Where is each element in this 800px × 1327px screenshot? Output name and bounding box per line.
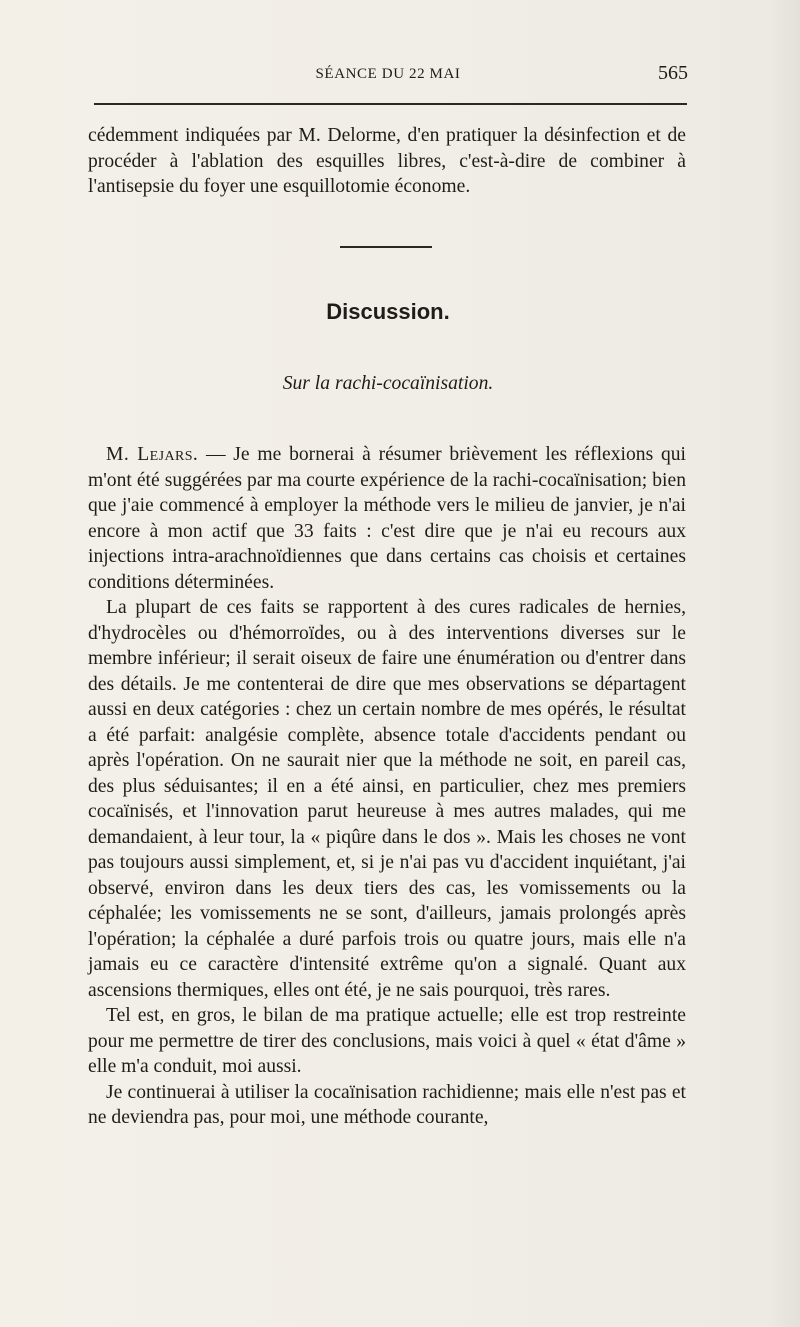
speaker-name: M. Lejars. bbox=[106, 444, 199, 465]
page-number: 565 bbox=[658, 62, 688, 84]
running-title: SÉANCE DU 22 MAI bbox=[315, 66, 461, 82]
paragraph-3: Tel est, en gros, le bilan de ma pratique actuelle; elle est trop restreinte pour me permettre de tirer des conclusions, mais voici à quel « état d'âme » elle m'a conduit, moi aussi. bbox=[88, 1005, 686, 1077]
header-rule bbox=[94, 103, 687, 105]
paragraph-4: Je continuerai à utiliser la cocaïnisation rachidienne; mais elle n'est pas et ne deviendra pas, pour moi, une méthode courante, bbox=[88, 1081, 686, 1128]
section-subheading: Sur la rachi-cocaïnisation. bbox=[282, 373, 494, 394]
intro-paragraph bbox=[88, 123, 686, 200]
section-heading: Discussion. bbox=[326, 299, 450, 324]
paragraph-1 bbox=[88, 442, 686, 595]
running-head bbox=[88, 62, 688, 88]
discussion-body bbox=[88, 442, 686, 1131]
section-divider bbox=[340, 246, 432, 248]
paragraph-2: La plupart de ces faits se rapportent à des cures radicales de hernies, d'hydrocèles ou d'hémorroïdes, ou à des interventions diverses sur le membre inférieur; il serait oiseux de faire une énumération ou d'entrer dans des détails. Je me contenterai de dire que mes observations se départagent aussi en deux catégories : chez un certain nombre de mes opérés, le résultat a été parfait: analgésie complète, absence totale d'accidents pendant ou après l'opération. On ne saurait nier que la méthode ne soit, en pareil cas, des plus séduisantes; il en a été ainsi, en particulier, chez mes premiers cocaïnisés, et l'innovation parut heureuse à mes autres malades, qui me demandaient, à leur tour, la « piqûre dans le dos ». Mais les choses ne vont pas toujours aussi simplement, et, si je n'ai pas vu d'accident inquiétant, j'ai observé, environ dans les deux tiers des cas, les vomissements ou la céphalée; les vomissements ne se sont, d'ailleurs, jamais prolongés après l'opération; la céphalée a duré parfois trois ou quatre jours, mais elle n'a jamais eu ce caractère d'intensité extrême qu'on a signalé. Quant aux ascensions thermiques, elles ont été, je ne sais pourquoi, très rares. bbox=[88, 597, 686, 1001]
paragraph-1-text: — Je me bornerai à résumer brièvement les réflexions qui m'ont été suggérées par ma courte expérience de la rachi-cocaïnisation; bien que j'aie commencé à employer la méthode vers le milieu de janvier, je n'ai encore à mon actif que 33 faits : c'est dire que je n'ai eu recours aux injections intra-arachnoïdiennes que dans certains cas choisis et certaines conditions déterminées. bbox=[88, 444, 686, 593]
intro-text: cédemment indiquées par M. Delorme, d'en pratiquer la désinfection et de procéder à l'ablation des esquilles libres, c'est-à-dire de combiner à l'antisepsie du foyer une esquillotomie économe. bbox=[88, 125, 686, 197]
